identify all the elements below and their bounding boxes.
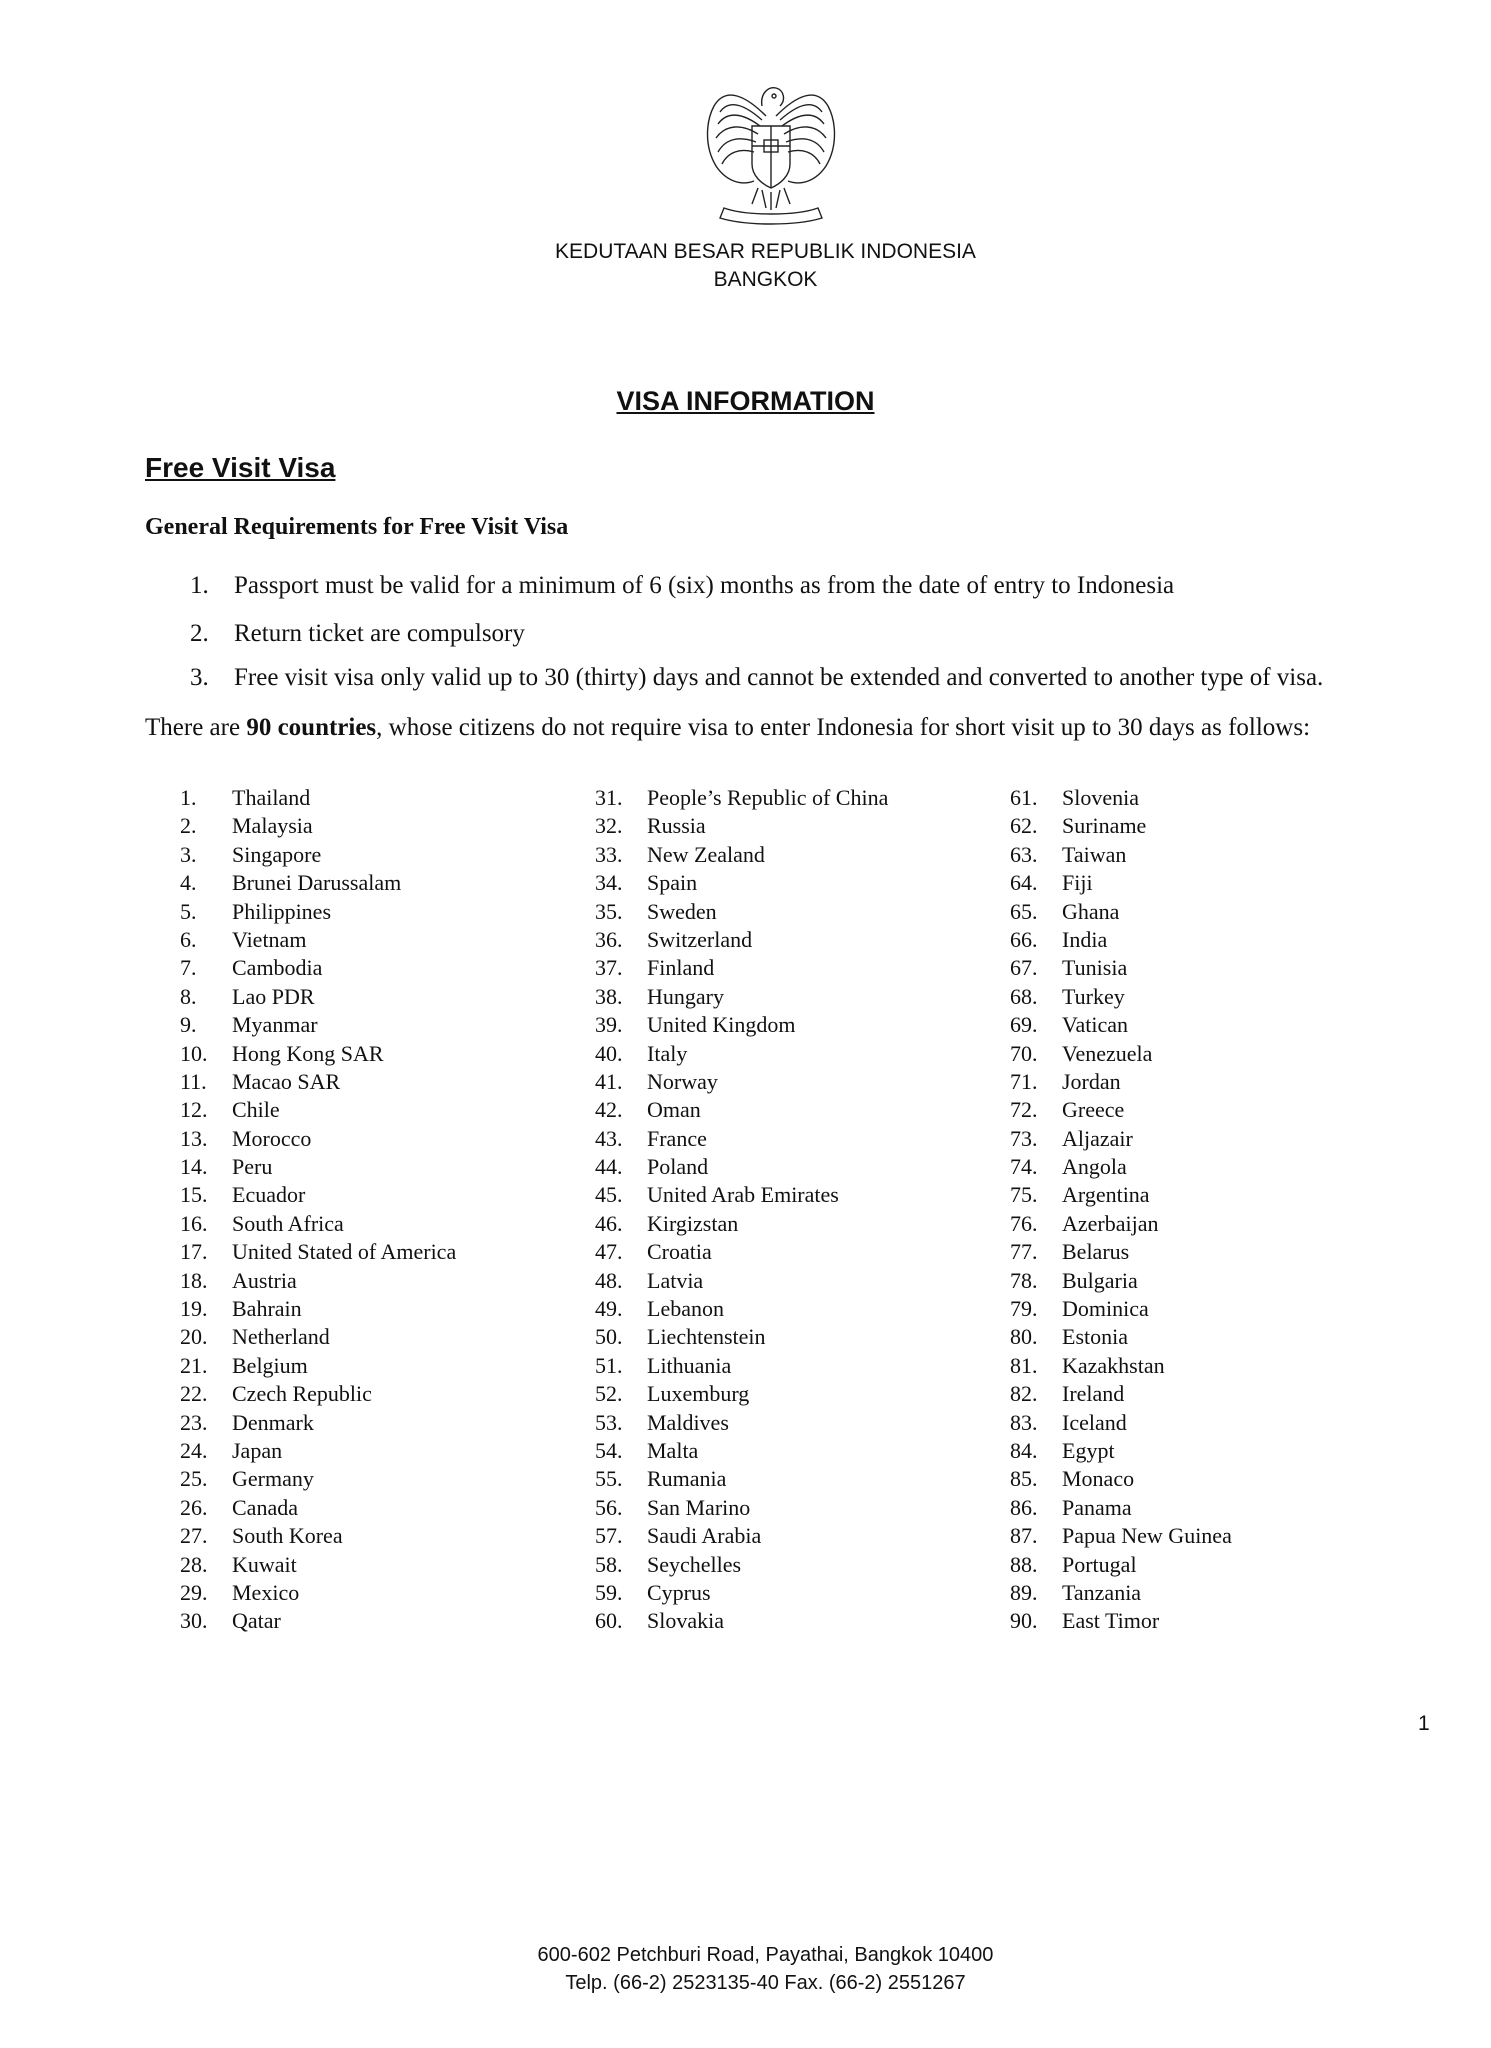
country-list-item: 84. Egypt — [1010, 1437, 1115, 1463]
country-list-item: 11. Macao SAR — [180, 1068, 341, 1094]
country-list-item: 51. Lithuania — [595, 1352, 732, 1378]
country-list-item: 82. Ireland — [1010, 1381, 1125, 1407]
country-list-item: 28. Kuwait — [180, 1551, 297, 1577]
country-list-item: 19. Bahrain — [180, 1296, 302, 1322]
country-list-item: 67. Tunisia — [1010, 955, 1128, 981]
embassy-name: KEDUTAAN BESAR REPUBLIK INDONESIA — [555, 240, 976, 263]
country-list-item: 20. Netherland — [180, 1324, 330, 1350]
country-list-item: 63. Taiwan — [1010, 841, 1127, 867]
section-title: Free Visit Visa — [145, 452, 336, 483]
country-list-item: 80. Estonia — [1010, 1324, 1128, 1350]
country-list-item: 24. Japan — [180, 1437, 283, 1463]
country-list-item: 4. Brunei Darussalam — [180, 870, 402, 896]
country-list-item: 10. Hong Kong SAR — [180, 1040, 384, 1066]
country-list-item: 37. Finland — [595, 955, 715, 981]
country-list-item: 16. South Africa — [180, 1210, 344, 1236]
country-list-item: 73. Aljazair — [1010, 1125, 1133, 1151]
country-list-item: 29. Mexico — [180, 1579, 300, 1605]
country-list-item: 66. India — [1010, 926, 1108, 952]
country-list-item: 32. Russia — [595, 813, 706, 839]
country-list-item: 88. Portugal — [1010, 1551, 1137, 1577]
country-list-item: 68. Turkey — [1010, 983, 1125, 1009]
country-list-item: 45. United Arab Emirates — [595, 1182, 839, 1208]
country-list-item: 33. New Zealand — [595, 841, 765, 867]
country-list-item: 31. People’s Republic of China — [595, 785, 889, 810]
country-list-item: 44. Poland — [595, 1154, 709, 1180]
country-list-item: 36. Switzerland — [595, 926, 753, 952]
country-list-item: 46. Kirgizstan — [595, 1210, 739, 1236]
country-list-item: 60. Slovakia — [595, 1608, 724, 1634]
country-list-item: 40. Italy — [595, 1040, 688, 1066]
country-list-item: 79. Dominica — [1010, 1296, 1149, 1322]
country-list-item: 34. Spain — [595, 870, 698, 896]
country-list-item: 41. Norway — [595, 1068, 718, 1094]
country-list-item: 47. Croatia — [595, 1239, 712, 1265]
country-list-item: 5. Philippines — [180, 898, 332, 924]
country-list-item: 87. Papua New Guinea — [1010, 1523, 1232, 1549]
country-list-item: 77. Belarus — [1010, 1239, 1130, 1265]
country-list-column-2 — [595, 784, 888, 1636]
country-list-item: 39. United Kingdom — [595, 1012, 796, 1038]
country-list-item: 15. Ecuador — [180, 1182, 306, 1208]
requirement-item: 2. Return ticket are compulsory — [190, 620, 525, 647]
country-list-item: 42. Oman — [595, 1097, 701, 1123]
country-list-item: 43. France — [595, 1125, 707, 1151]
country-list-item: 61. Slovenia — [1010, 785, 1139, 810]
embassy-city: BANGKOK — [713, 268, 818, 291]
country-list-item: 81. Kazakhstan — [1010, 1352, 1165, 1378]
country-list-item: 55. Rumania — [595, 1466, 727, 1492]
country-list-item: 57. Saudi Arabia — [595, 1523, 762, 1549]
country-list-item: 18. Austria — [180, 1267, 297, 1293]
country-list-item: 90. East Timor — [1010, 1608, 1160, 1634]
country-list-item: 69. Vatican — [1010, 1012, 1128, 1038]
garuda-emblem-icon — [696, 76, 846, 236]
country-list-item: 23. Denmark — [180, 1409, 314, 1435]
country-list-item: 2. Malaysia — [180, 813, 313, 839]
footer-contact: Telp. (66-2) 2523135-40 Fax. (66-2) 2551267 — [565, 1972, 966, 1994]
country-list-item: 7. Cambodia — [180, 955, 323, 981]
country-list-item: 1. Thailand — [180, 785, 311, 810]
country-list-item: 21. Belgium — [180, 1352, 308, 1378]
requirement-item: 3. Free visit visa only valid up to 30 (thirty) days and cannot be extended and converted to another type of visa. — [190, 664, 1324, 691]
country-list-column-1 — [180, 784, 456, 1636]
country-list-item: 64. Fiji — [1010, 870, 1093, 896]
country-list-item: 25. Germany — [180, 1466, 314, 1492]
country-list-item: 65. Ghana — [1010, 898, 1120, 924]
country-list-item: 54. Malta — [595, 1437, 699, 1463]
country-list-item: 78. Bulgaria — [1010, 1267, 1138, 1293]
country-list-item: 75. Argentina — [1010, 1182, 1150, 1208]
country-list-item: 49. Lebanon — [595, 1296, 724, 1322]
country-list-item: 17. United Stated of America — [180, 1239, 457, 1265]
country-list-column-3 — [1010, 784, 1232, 1636]
country-list-item: 62. Suriname — [1010, 813, 1147, 839]
country-list-item: 70. Venezuela — [1010, 1040, 1153, 1066]
country-list-item: 52. Luxemburg — [595, 1381, 750, 1407]
country-list-item: 13. Morocco — [180, 1125, 312, 1151]
page-title: VISA INFORMATION — [616, 386, 875, 416]
country-list-item: 30. Qatar — [180, 1608, 281, 1634]
requirement-item: 1. Passport must be valid for a minimum of 6 (six) months as from the date of entry to Indonesia — [190, 572, 1175, 599]
country-list-item: 59. Cyprus — [595, 1579, 711, 1605]
country-list-item: 86. Panama — [1010, 1494, 1132, 1520]
country-list-item: 8. Lao PDR — [180, 983, 315, 1009]
country-list-item: 71. Jordan — [1010, 1068, 1121, 1094]
country-list-item: 12. Chile — [180, 1097, 280, 1123]
country-list-item: 50. Liechtenstein — [595, 1324, 766, 1350]
country-list-item: 74. Angola — [1010, 1154, 1127, 1180]
country-list-item: 22. Czech Republic — [180, 1381, 372, 1407]
country-list-item: 58. Seychelles — [595, 1551, 742, 1577]
country-list-item: 48. Latvia — [595, 1267, 704, 1293]
country-list-item: 3. Singapore — [180, 841, 322, 867]
country-list-item: 6. Vietnam — [180, 926, 307, 952]
country-list-item: 14. Peru — [180, 1154, 273, 1180]
subsection-title: General Requirements for Free Visit Visa — [145, 514, 569, 540]
country-list-item: 85. Monaco — [1010, 1466, 1135, 1492]
country-list-item: 72. Greece — [1010, 1097, 1125, 1123]
country-list-item: 9. Myanmar — [180, 1012, 318, 1038]
country-list-item: 27. South Korea — [180, 1523, 343, 1549]
country-list-item: 35. Sweden — [595, 898, 717, 924]
country-list-item: 26. Canada — [180, 1494, 298, 1520]
footer-address: 600-602 Petchburi Road, Payathai, Bangkok 10400 — [537, 1944, 994, 1966]
page-number: 1 — [1418, 1712, 1430, 1735]
country-list-item: 76. Azerbaijan — [1010, 1210, 1159, 1236]
intro-paragraph: There are 90 countries, whose citizens do not require visa to enter Indonesia for short visit up to 30 days as follows: — [145, 714, 1311, 741]
country-list-item: 89. Tanzania — [1010, 1579, 1142, 1605]
country-list-item: 38. Hungary — [595, 983, 724, 1009]
country-list-item: 83. Iceland — [1010, 1409, 1127, 1435]
country-list-item: 56. San Marino — [595, 1494, 751, 1520]
country-list-item: 53. Maldives — [595, 1409, 729, 1435]
